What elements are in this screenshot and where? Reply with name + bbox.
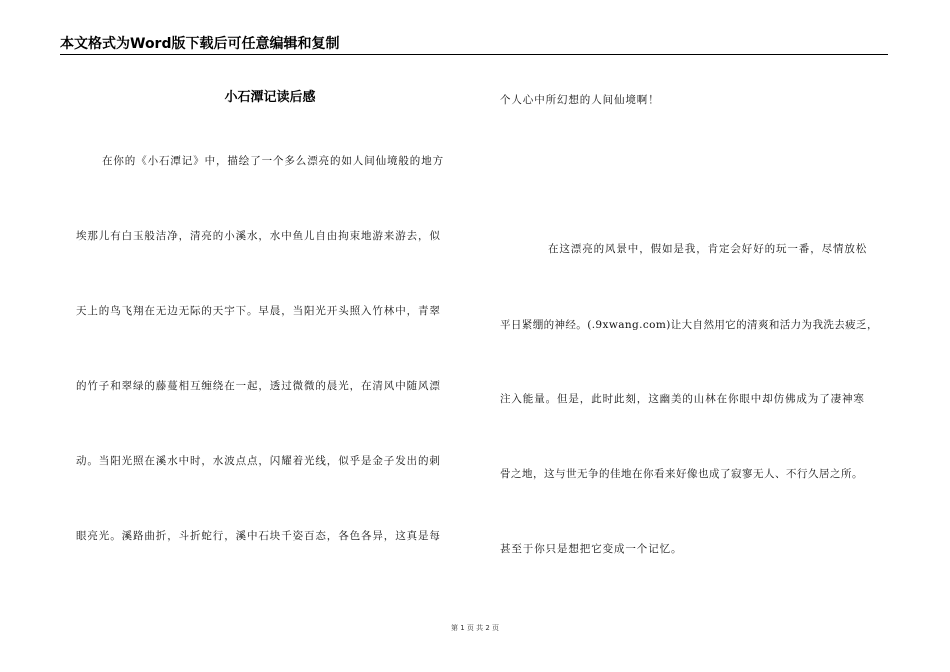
paragraph-line: 平日紧绷的神经。(.9xwang.com)让大自然用它的清爽和活力为我洗去疲乏， [500,319,878,331]
paragraph-line: 动。当阳光照在溪水中时，水波点点，闪耀着光线，似乎是金子发出的刺 [76,455,441,467]
paragraph-line: 在这漂亮的风景中，假如是我，肯定会好好的玩一番，尽情放松 [548,243,868,255]
document-title: 小石潭记读后感 [224,90,316,105]
paragraph-line: 骨之地，这与世无争的佳地在你看来好像也成了寂寥无人、不行久居之所。 [500,468,863,480]
paragraph-line: 的竹子和翠绿的藤蔓相互缠绕在一起，透过微微的晨光，在清风中随风漂 [76,380,441,392]
paragraph-line: 天上的鸟飞翔在无边无际的天宇下。早晨，当阳光开头照入竹林中，青翠 [76,305,441,317]
paragraph-line: 埃那儿有白玉般洁净，清亮的小溪水，水中鱼儿自由拘束地游来游去，似 [76,230,441,242]
paragraph-line: 眼亮光。溪路曲折，斗折蛇行，溪中石块千姿百态，各色各异，这真是每 [76,530,441,542]
paragraph-line: 个人心中所幻想的人间仙境啊！ [500,94,660,106]
paragraph-line: 在你的《小石潭记》中，描绘了一个多么漂亮的如人间仙境般的地方 [102,155,444,167]
right-column [500,0,892,672]
page-number-footer: 第 1 页 共 2 页 [450,624,500,632]
header-text: 本文格式为Word版下载后可任意编辑和复制 [60,36,340,52]
paragraph-line: 注入能量。但是，此时此刻，这幽美的山林在你眼中却仿佛成为了凄神寒 [500,393,865,405]
paragraph-line: 甚至于你只是想把它变成一个记忆。 [500,543,683,555]
left-column [76,0,464,672]
